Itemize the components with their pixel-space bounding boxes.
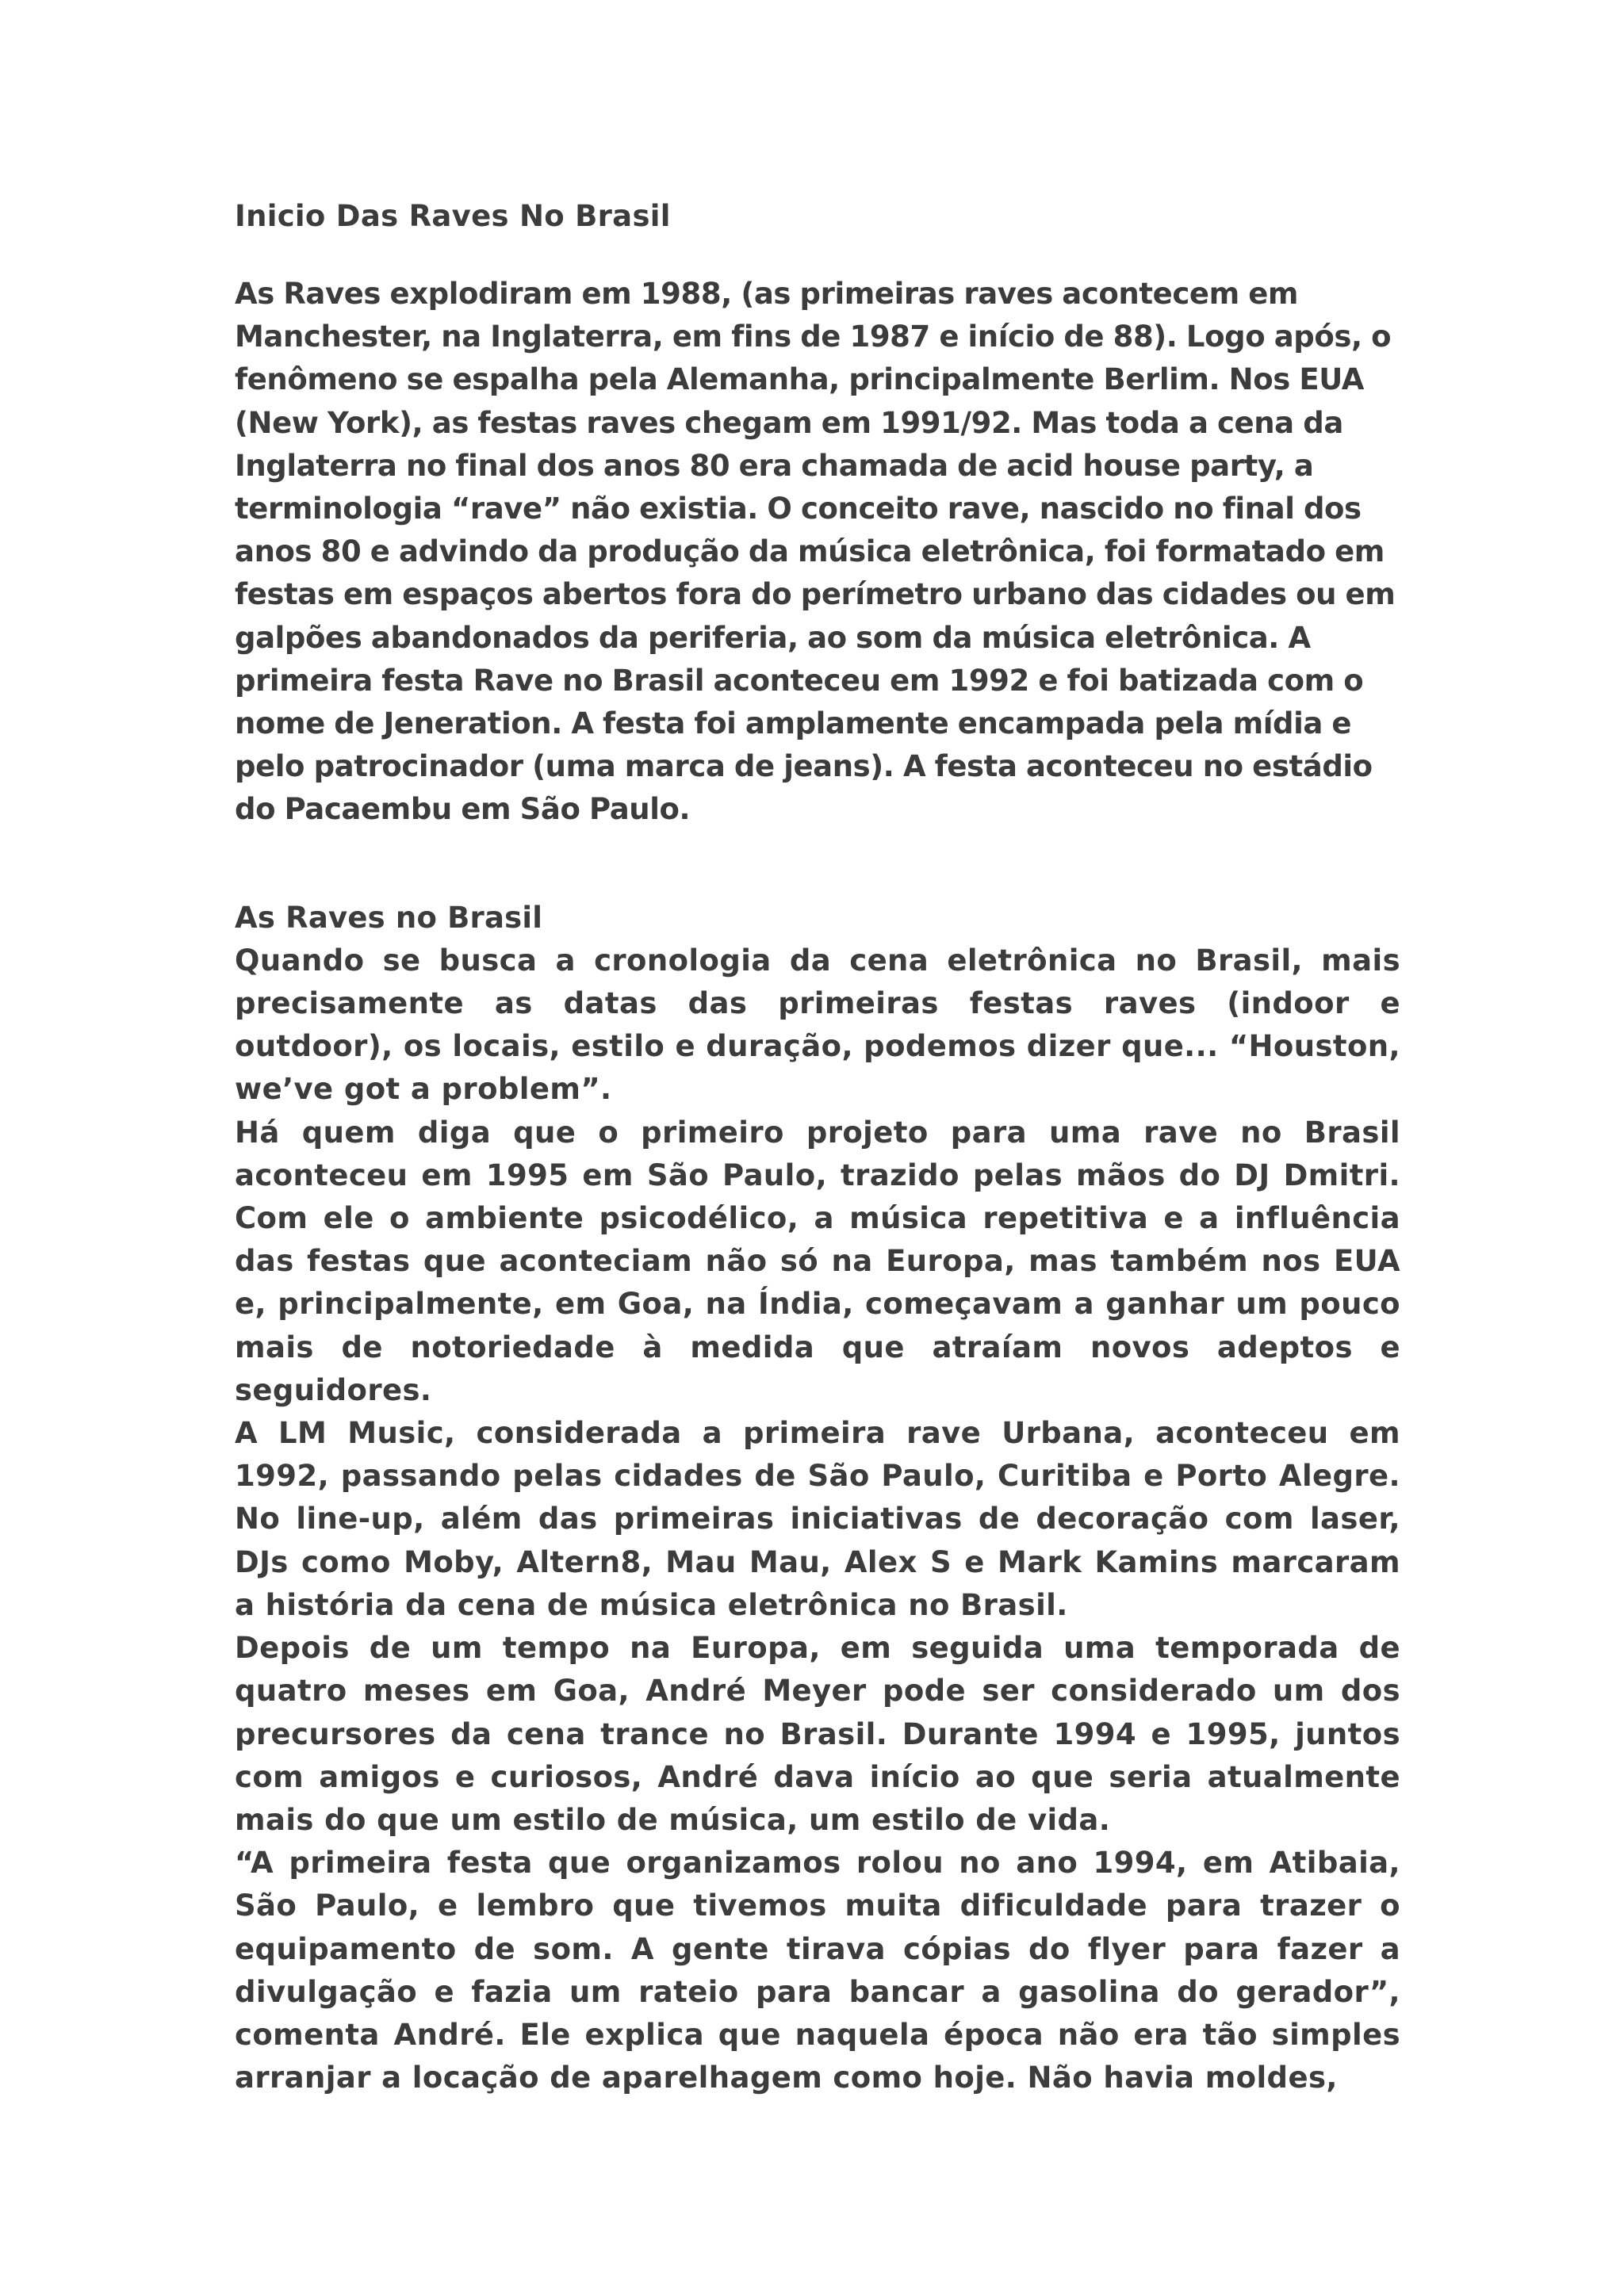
paragraph-5: “A primeira festa que organizamos rolou no ano 1994, em Atibaia, São Paulo, e lembro que tivemos muita dificuldade para trazer o equipamento de som. A gente tirava cópias do flyer para fazer a divulgação e fazia um rateio para bancar a gasolina do gerador”, comenta André. Ele explica que naquela época não era tão simples arranjar a locação de aparelhagem como hoje. Não havia moldes, bbox=[235, 1846, 1400, 2095]
paragraph-4: Depois de um tempo na Europa, em seguida uma temporada de quatro meses em Goa, André Meyer pode ser considerado um dos precursores da cena trance no Brasil. Durante 1994 e 1995, juntos com amigos e curiosos, André dava início ao que seria atualmente mais do que um estilo de música, um estilo de vida. bbox=[235, 1631, 1400, 1837]
paragraph-3: A LM Music, considerada a primeira rave Urbana, aconteceu em 1992, passando pelas cidades de São Paulo, Curitiba e Porto Alegre. No line-up, além das primeiras iniciativas de decoração com laser, DJs como Moby, Altern8, Mau Mau, Alex S e Mark Kamins marcaram a história da cena de música eletrônica no Brasil. bbox=[235, 1416, 1400, 1622]
document-page bbox=[235, 195, 1400, 2099]
section-title: As Raves no Brasil bbox=[235, 900, 543, 935]
paragraph-2: Há quem diga que o primeiro projeto para uma rave no Brasil aconteceu em 1995 em São Paulo, trazido pelas mãos do DJ Dmitri. Com ele o ambiente psicodélico, a música repetitiva e a influência das festas que aconteciam não só na Europa, mas também nos EUA e, principalmente, em Goa, na Índia, começavam a ganhar um pouco mais de notoriedade à medida que atraíam novos adeptos e seguidores. bbox=[235, 1115, 1400, 1407]
section-gap bbox=[235, 832, 1400, 897]
paragraph-1: Quando se busca a cronologia da cena eletrônica no Brasil, mais precisamente as datas das primeiras festas raves (indoor e outdoor), os locais, estilo e duração, podemos dizer que... “Houston, we’ve got a problem”. bbox=[235, 943, 1401, 1107]
document-title: Inicio Das Raves No Brasil bbox=[235, 199, 671, 233]
intro-paragraph: As Raves explodiram em 1988, (as primeiras raves acontecem em Manchester, na Inglaterra, em fins de 1987 e início de 88). Logo após, o fenômeno se espalha pela Alemanha, principalmente Berlim. Nos EUA (New York), as festas raves chegam em 1991/92. Mas toda a cena da Inglaterra no final dos anos 80 era chamada de acid house party, a terminologia “rave” não existia. O conceito rave, nascido no final dos anos 80 e advindo da produção da música eletrônica, foi formatado em festas em espaços abertos fora do perímetro urbano das cidades ou em galpões abandonados da periferia, ao som da música eletrônica. A primeira festa Rave no Brasil aconteceu em 1992 e foi batizada com o nome de Jeneration. A festa foi amplamente encampada pela mídia e pelo patrocinador (uma marca de jeans). A festa aconteceu no estádio do Pacaembu em São Paulo. bbox=[235, 277, 1396, 827]
